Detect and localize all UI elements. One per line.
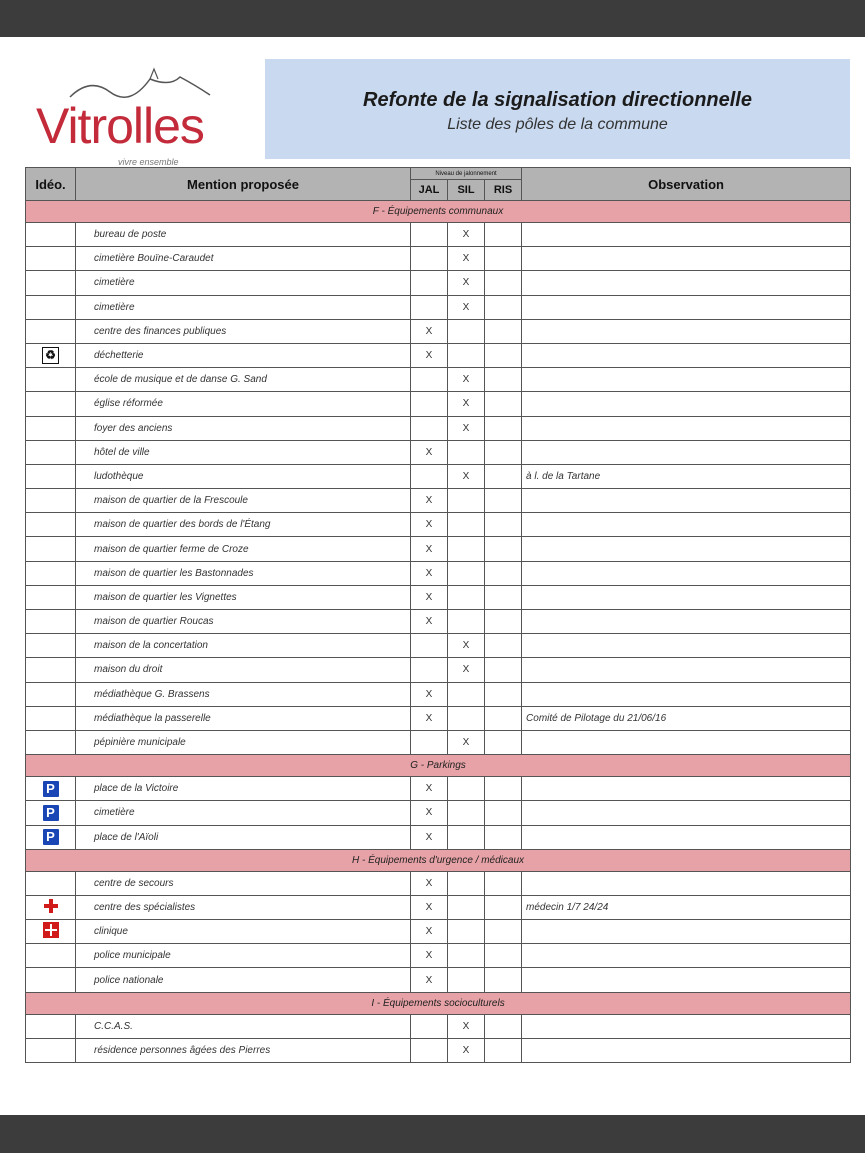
- table-row: [26, 895, 851, 919]
- sil-cell: [448, 895, 485, 919]
- jal-cell: X: [411, 871, 448, 895]
- ris-cell: [485, 825, 522, 849]
- sil-cell: [448, 343, 485, 367]
- jal-cell: [411, 271, 448, 295]
- observation-cell: [522, 585, 851, 609]
- observation-cell: [522, 513, 851, 537]
- table-row: [26, 634, 851, 658]
- mention-cell: église réformée: [76, 392, 411, 416]
- sil-cell: [448, 777, 485, 801]
- observation-cell: [522, 682, 851, 706]
- sil-cell: [448, 513, 485, 537]
- observation-cell: [522, 610, 851, 634]
- ris-cell: [485, 895, 522, 919]
- sil-cell: [448, 440, 485, 464]
- table-row: [26, 1014, 851, 1038]
- section-header-row: [26, 992, 851, 1014]
- ris-cell: [485, 223, 522, 247]
- jal-cell: X: [411, 825, 448, 849]
- document-subtitle: Liste des pôles de la commune: [447, 116, 668, 133]
- mention-cell: école de musique et de danse G. Sand: [76, 368, 411, 392]
- jal-cell: [411, 1038, 448, 1062]
- section-title: G - Parkings: [26, 755, 851, 777]
- observation-cell: médecin 1/7 24/24: [522, 895, 851, 919]
- ideo-cell: [26, 825, 76, 849]
- jal-cell: X: [411, 706, 448, 730]
- ris-cell: [485, 968, 522, 992]
- jal-cell: X: [411, 440, 448, 464]
- ris-cell: [485, 634, 522, 658]
- observation-cell: [522, 392, 851, 416]
- ideo-cell: [26, 706, 76, 730]
- ideo-cell: [26, 895, 76, 919]
- ideo-cell: [26, 368, 76, 392]
- sil-cell: X: [448, 658, 485, 682]
- table-row: [26, 247, 851, 271]
- mention-cell: hôtel de ville: [76, 440, 411, 464]
- sil-cell: [448, 489, 485, 513]
- col-header-observation: Observation: [522, 168, 851, 201]
- sil-cell: X: [448, 634, 485, 658]
- table-body: [26, 201, 851, 1063]
- mention-cell: maison de quartier des bords de l'Étang: [76, 513, 411, 537]
- parking-icon: P: [43, 829, 59, 845]
- mention-cell: place de l'Aïoli: [76, 825, 411, 849]
- ris-cell: [485, 319, 522, 343]
- observation-cell: [522, 658, 851, 682]
- col-header-niveau: Niveau de jalonnement: [411, 168, 522, 180]
- hospital-icon: [43, 922, 59, 938]
- col-header-ideo: Idéo.: [26, 168, 76, 201]
- observation-cell: [522, 561, 851, 585]
- observation-cell: [522, 920, 851, 944]
- ideo-cell: [26, 1038, 76, 1062]
- table-row: [26, 513, 851, 537]
- ideo-cell: [26, 634, 76, 658]
- jal-cell: [411, 223, 448, 247]
- ideo-cell: [26, 561, 76, 585]
- mention-cell: médiathèque la passerelle: [76, 706, 411, 730]
- observation-cell: [522, 247, 851, 271]
- ideo-cell: [26, 871, 76, 895]
- ris-cell: [485, 585, 522, 609]
- ris-cell: [485, 513, 522, 537]
- mention-cell: maison de quartier de la Frescoule: [76, 489, 411, 513]
- ideo-cell: [26, 585, 76, 609]
- ideo-cell: [26, 223, 76, 247]
- table-row: [26, 537, 851, 561]
- sil-cell: X: [448, 1038, 485, 1062]
- jal-cell: X: [411, 513, 448, 537]
- parking-icon: P: [43, 781, 59, 797]
- table-row: [26, 706, 851, 730]
- ris-cell: [485, 658, 522, 682]
- sil-cell: [448, 944, 485, 968]
- table-row: [26, 319, 851, 343]
- ideo-cell: [26, 968, 76, 992]
- dechetterie-icon: ♻: [42, 347, 59, 364]
- ris-cell: [485, 1038, 522, 1062]
- mention-cell: C.C.A.S.: [76, 1014, 411, 1038]
- section-header-row: [26, 755, 851, 777]
- observation-cell: [522, 871, 851, 895]
- jal-cell: [411, 1014, 448, 1038]
- table-row: [26, 730, 851, 754]
- col-header-ris: RIS: [485, 180, 522, 201]
- medical-cross-icon: [43, 898, 59, 914]
- section-title: I - Équipements socioculturels: [26, 992, 851, 1014]
- mention-cell: maison de la concertation: [76, 634, 411, 658]
- ideo-cell: [26, 682, 76, 706]
- sil-cell: [448, 561, 485, 585]
- table-row: [26, 777, 851, 801]
- ideo-cell: [26, 247, 76, 271]
- mention-cell: déchetterie: [76, 343, 411, 367]
- jal-cell: X: [411, 537, 448, 561]
- ideo-cell: [26, 392, 76, 416]
- parking-icon: P: [43, 805, 59, 821]
- observation-cell: à l. de la Tartane: [522, 464, 851, 488]
- jal-cell: [411, 392, 448, 416]
- ideo-cell: [26, 319, 76, 343]
- observation-cell: [522, 634, 851, 658]
- ris-cell: [485, 1014, 522, 1038]
- observation-cell: [522, 271, 851, 295]
- observation-cell: Comité de Pilotage du 21/06/16: [522, 706, 851, 730]
- ris-cell: [485, 682, 522, 706]
- ris-cell: [485, 247, 522, 271]
- jal-cell: X: [411, 682, 448, 706]
- ideo-cell: [26, 513, 76, 537]
- document-page: [0, 37, 865, 1115]
- ideo-cell: [26, 271, 76, 295]
- mention-cell: cimetière: [76, 295, 411, 319]
- sil-cell: [448, 610, 485, 634]
- ris-cell: [485, 777, 522, 801]
- jal-cell: [411, 658, 448, 682]
- mention-cell: maison de quartier les Vignettes: [76, 585, 411, 609]
- sil-cell: [448, 825, 485, 849]
- sil-cell: X: [448, 730, 485, 754]
- observation-cell: [522, 343, 851, 367]
- ris-cell: [485, 343, 522, 367]
- jal-cell: X: [411, 944, 448, 968]
- mention-cell: cimetière: [76, 801, 411, 825]
- mention-cell: maison de quartier ferme de Croze: [76, 537, 411, 561]
- sil-cell: [448, 968, 485, 992]
- jal-cell: X: [411, 968, 448, 992]
- document-title: Refonte de la signalisation directionnelle: [363, 89, 752, 111]
- sil-cell: [448, 801, 485, 825]
- ris-cell: [485, 416, 522, 440]
- observation-cell: [522, 944, 851, 968]
- sil-cell: [448, 585, 485, 609]
- jal-cell: X: [411, 343, 448, 367]
- table-row: [26, 920, 851, 944]
- jal-cell: [411, 247, 448, 271]
- jal-cell: X: [411, 585, 448, 609]
- jal-cell: [411, 730, 448, 754]
- observation-cell: [522, 1038, 851, 1062]
- table-row: [26, 392, 851, 416]
- section-header-row: [26, 201, 851, 223]
- table-row: [26, 825, 851, 849]
- ideo-cell: [26, 730, 76, 754]
- col-header-jal: JAL: [411, 180, 448, 201]
- ideo-cell: [26, 610, 76, 634]
- ris-cell: [485, 392, 522, 416]
- ris-cell: [485, 706, 522, 730]
- table-row: [26, 585, 851, 609]
- ris-cell: [485, 920, 522, 944]
- observation-cell: [522, 825, 851, 849]
- observation-cell: [522, 368, 851, 392]
- table-row: [26, 1038, 851, 1062]
- jal-cell: [411, 634, 448, 658]
- section-title: F - Équipements communaux: [26, 201, 851, 223]
- jal-cell: X: [411, 561, 448, 585]
- jal-cell: X: [411, 610, 448, 634]
- ideo-cell: [26, 944, 76, 968]
- ideo-cell: [26, 489, 76, 513]
- jal-cell: X: [411, 489, 448, 513]
- mention-cell: place de la Victoire: [76, 777, 411, 801]
- jal-cell: X: [411, 920, 448, 944]
- jal-cell: X: [411, 319, 448, 343]
- observation-cell: [522, 968, 851, 992]
- table-row: [26, 295, 851, 319]
- sil-cell: X: [448, 392, 485, 416]
- ideo-cell: [26, 537, 76, 561]
- mention-cell: résidence personnes âgées des Pierres: [76, 1038, 411, 1062]
- ideo-cell: [26, 440, 76, 464]
- mention-cell: foyer des anciens: [76, 416, 411, 440]
- mention-cell: police nationale: [76, 968, 411, 992]
- jal-cell: X: [411, 895, 448, 919]
- sil-cell: X: [448, 295, 485, 319]
- mention-cell: maison de quartier Roucas: [76, 610, 411, 634]
- ideo-cell: [26, 920, 76, 944]
- sil-cell: X: [448, 368, 485, 392]
- table-row: [26, 416, 851, 440]
- table-row: [26, 223, 851, 247]
- table-row: [26, 944, 851, 968]
- col-header-sil: SIL: [448, 180, 485, 201]
- mention-cell: centre de secours: [76, 871, 411, 895]
- ris-cell: [485, 801, 522, 825]
- ris-cell: [485, 610, 522, 634]
- sil-cell: X: [448, 271, 485, 295]
- observation-cell: [522, 537, 851, 561]
- ris-cell: [485, 464, 522, 488]
- jal-cell: [411, 368, 448, 392]
- mention-cell: centre des finances publiques: [76, 319, 411, 343]
- jal-cell: X: [411, 801, 448, 825]
- jal-cell: [411, 464, 448, 488]
- sil-cell: X: [448, 464, 485, 488]
- poles-table: [25, 167, 851, 1063]
- table-row: [26, 343, 851, 367]
- ris-cell: [485, 537, 522, 561]
- ideo-cell: [26, 801, 76, 825]
- ris-cell: [485, 944, 522, 968]
- table-row: [26, 464, 851, 488]
- ris-cell: [485, 730, 522, 754]
- ideo-cell: [26, 777, 76, 801]
- sil-cell: [448, 706, 485, 730]
- logo-tagline: vivre ensemble: [118, 157, 179, 167]
- section-title: H - Équipements d'urgence / médicaux: [26, 849, 851, 871]
- ris-cell: [485, 489, 522, 513]
- ideo-cell: [26, 1014, 76, 1038]
- mention-cell: clinique: [76, 920, 411, 944]
- observation-cell: [522, 801, 851, 825]
- sil-cell: [448, 871, 485, 895]
- jal-cell: X: [411, 777, 448, 801]
- ris-cell: [485, 561, 522, 585]
- sil-cell: X: [448, 1014, 485, 1038]
- table-row: [26, 271, 851, 295]
- mention-cell: maison du droit: [76, 658, 411, 682]
- ris-cell: [485, 440, 522, 464]
- ris-cell: [485, 271, 522, 295]
- table-row: [26, 368, 851, 392]
- sil-cell: [448, 537, 485, 561]
- document-header: [265, 59, 850, 159]
- ris-cell: [485, 871, 522, 895]
- observation-cell: [522, 416, 851, 440]
- observation-cell: [522, 319, 851, 343]
- ideo-cell: [26, 416, 76, 440]
- sil-cell: X: [448, 223, 485, 247]
- mention-cell: cimetière: [76, 271, 411, 295]
- logo-wordmark: Vitrolles: [36, 98, 204, 154]
- ris-cell: [485, 368, 522, 392]
- observation-cell: [522, 730, 851, 754]
- mention-cell: cimetière Bouïne-Caraudet: [76, 247, 411, 271]
- ideo-cell: [26, 295, 76, 319]
- sil-cell: X: [448, 416, 485, 440]
- ideo-cell: [26, 343, 76, 367]
- mention-cell: police municipale: [76, 944, 411, 968]
- mention-cell: bureau de poste: [76, 223, 411, 247]
- mention-cell: médiathèque G. Brassens: [76, 682, 411, 706]
- table-row: [26, 968, 851, 992]
- section-header-row: [26, 849, 851, 871]
- observation-cell: [522, 1014, 851, 1038]
- sil-cell: X: [448, 247, 485, 271]
- table-row: [26, 801, 851, 825]
- jal-cell: [411, 416, 448, 440]
- ideo-cell: [26, 464, 76, 488]
- sil-cell: [448, 920, 485, 944]
- table-row: [26, 871, 851, 895]
- observation-cell: [522, 777, 851, 801]
- mention-cell: ludothèque: [76, 464, 411, 488]
- jal-cell: [411, 295, 448, 319]
- observation-cell: [522, 223, 851, 247]
- observation-cell: [522, 489, 851, 513]
- table-row: [26, 658, 851, 682]
- ideo-cell: [26, 658, 76, 682]
- col-header-mention: Mention proposée: [76, 168, 411, 201]
- mention-cell: pépinière municipale: [76, 730, 411, 754]
- table-row: [26, 561, 851, 585]
- vitrolles-logo: [30, 57, 265, 167]
- mention-cell: centre des spécialistes: [76, 895, 411, 919]
- table-row: [26, 610, 851, 634]
- mention-cell: maison de quartier les Bastonnades: [76, 561, 411, 585]
- table-row: [26, 489, 851, 513]
- ris-cell: [485, 295, 522, 319]
- observation-cell: [522, 295, 851, 319]
- sil-cell: [448, 682, 485, 706]
- table-row: [26, 440, 851, 464]
- observation-cell: [522, 440, 851, 464]
- sil-cell: [448, 319, 485, 343]
- table-row: [26, 682, 851, 706]
